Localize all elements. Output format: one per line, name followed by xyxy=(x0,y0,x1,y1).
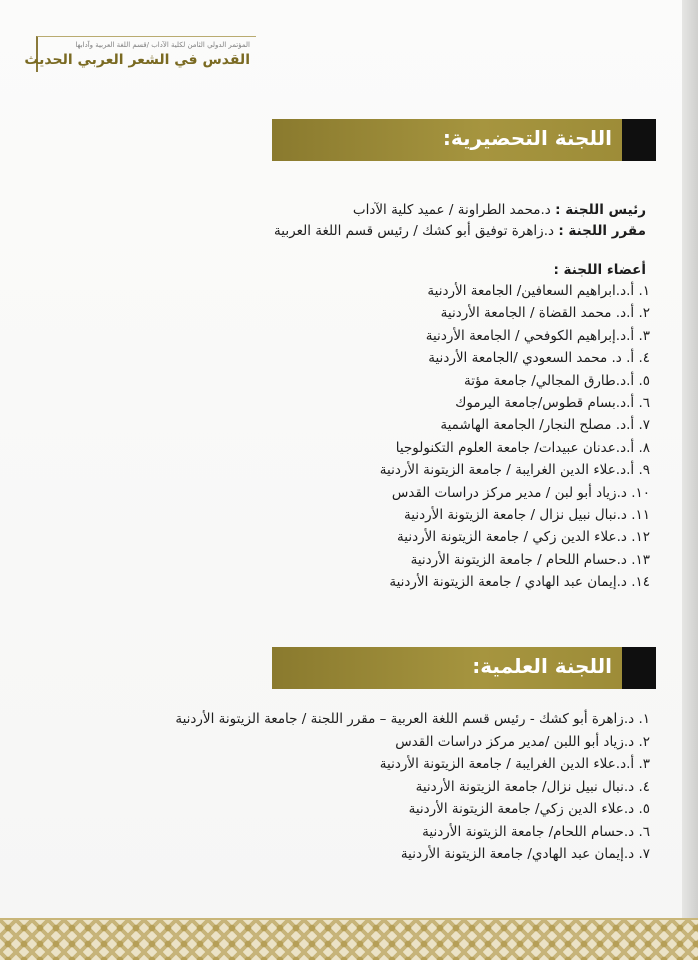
banner-accent xyxy=(622,647,656,689)
list-item: ٨. أ.د.عدنان عبيدات/ جامعة العلوم التكنولوجيا xyxy=(395,439,650,456)
list-item: ١٠. د.زياد أبو لبن / مدير مركز دراسات القدس xyxy=(391,484,650,501)
list-item: ٤. أ. د. محمد السعودي /الجامعة الأردنية xyxy=(428,350,650,367)
list-item: ٢. أ.د. محمد القضاة / الجامعة الأردنية xyxy=(440,305,650,322)
list-item: ١١. د.نبال نبيل نزال / جامعة الزيتونة الأردنية xyxy=(404,506,650,523)
rapporteur-value: د.زاهرة توفيق أبو كشك / رئيس قسم اللغة العربية xyxy=(274,223,555,239)
preparatory-committee-title: اللجنة التحضيرية: xyxy=(442,126,612,150)
committee-chair xyxy=(353,201,646,219)
preparatory-committee-banner xyxy=(272,119,656,161)
list-item: ٤. د.نبال نبيل نزال/ جامعة الزيتونة الأردنية xyxy=(415,778,650,795)
list-item: ١٣. د.حسام اللحام / جامعة الزيتونة الأردنية xyxy=(410,551,650,568)
page-edge-strip xyxy=(682,0,698,960)
scientific-committee-banner xyxy=(272,647,656,689)
list-item: ٧. د.إيمان عبد الهادي/ جامعة الزيتونة الأردنية xyxy=(400,846,650,862)
list-item: ١. أ.د.ابراهيم السعافين/ الجامعة الأردنية xyxy=(427,283,650,299)
conference-subtitle: المؤتمر الدولي الثامن لكلية الآداب /قسم اللغة العربية وآدابها xyxy=(75,41,250,49)
list-item: ١. د.زاهرة أبو كشك - رئيس قسم اللغة العربية – مقرر اللجنة / جامعة الزيتونة الأردنية xyxy=(175,711,650,727)
members-heading: أعضاء اللجنة : xyxy=(553,262,646,278)
decorative-pattern-footer xyxy=(0,918,698,960)
committee-rapporteur xyxy=(274,222,646,240)
list-item: ٥. د.علاء الدين زكي/ جامعة الزيتونة الأردنية xyxy=(408,801,650,817)
scientific-members-list xyxy=(175,708,650,866)
chair-label: رئيس اللجنة : xyxy=(555,202,646,218)
list-item: ٦. د.حسام اللحام/ جامعة الزيتونة الأردنية xyxy=(422,823,650,840)
list-item: ٧. أ.د. مصلح النجار/ الجامعة الهاشمية xyxy=(440,417,650,434)
list-item: ٣. أ.د.إبراهيم الكوفحي / الجامعة الأردنية xyxy=(425,327,650,344)
chair-value: د.محمد الطراونة / عميد كلية الآداب xyxy=(352,202,551,218)
list-item: ٦. أ.د.بسام قطوس/جامعة اليرموك xyxy=(455,394,650,411)
list-item: ٢. د.زياد أبو اللبن /مدير مركز دراسات القدس xyxy=(395,733,650,750)
conference-title: القدس في الشعر العربي الحديث xyxy=(24,52,250,68)
banner-accent xyxy=(622,119,656,161)
list-item: ٥. أ.د.طارق المجالي/ جامعة مؤتة xyxy=(464,372,650,389)
list-item: ٩. أ.د.علاء الدين الغرايبة / جامعة الزيتونة الأردنية xyxy=(379,462,650,479)
scientific-committee-title: اللجنة العلمية: xyxy=(472,654,612,678)
list-item: ١٢. د.علاء الدين زكي / جامعة الزيتونة الأردنية xyxy=(397,529,650,546)
rapporteur-label: مقرر اللجنة : xyxy=(558,223,646,239)
preparatory-members-list xyxy=(380,280,650,593)
list-item: ١٤. د.إيمان عبد الهادي / جامعة الزيتونة الأردنية xyxy=(389,574,650,591)
list-item: ٣. أ.د.علاء الدين الغرايبة / جامعة الزيتونة الأردنية xyxy=(379,756,650,772)
conference-header xyxy=(24,36,256,72)
